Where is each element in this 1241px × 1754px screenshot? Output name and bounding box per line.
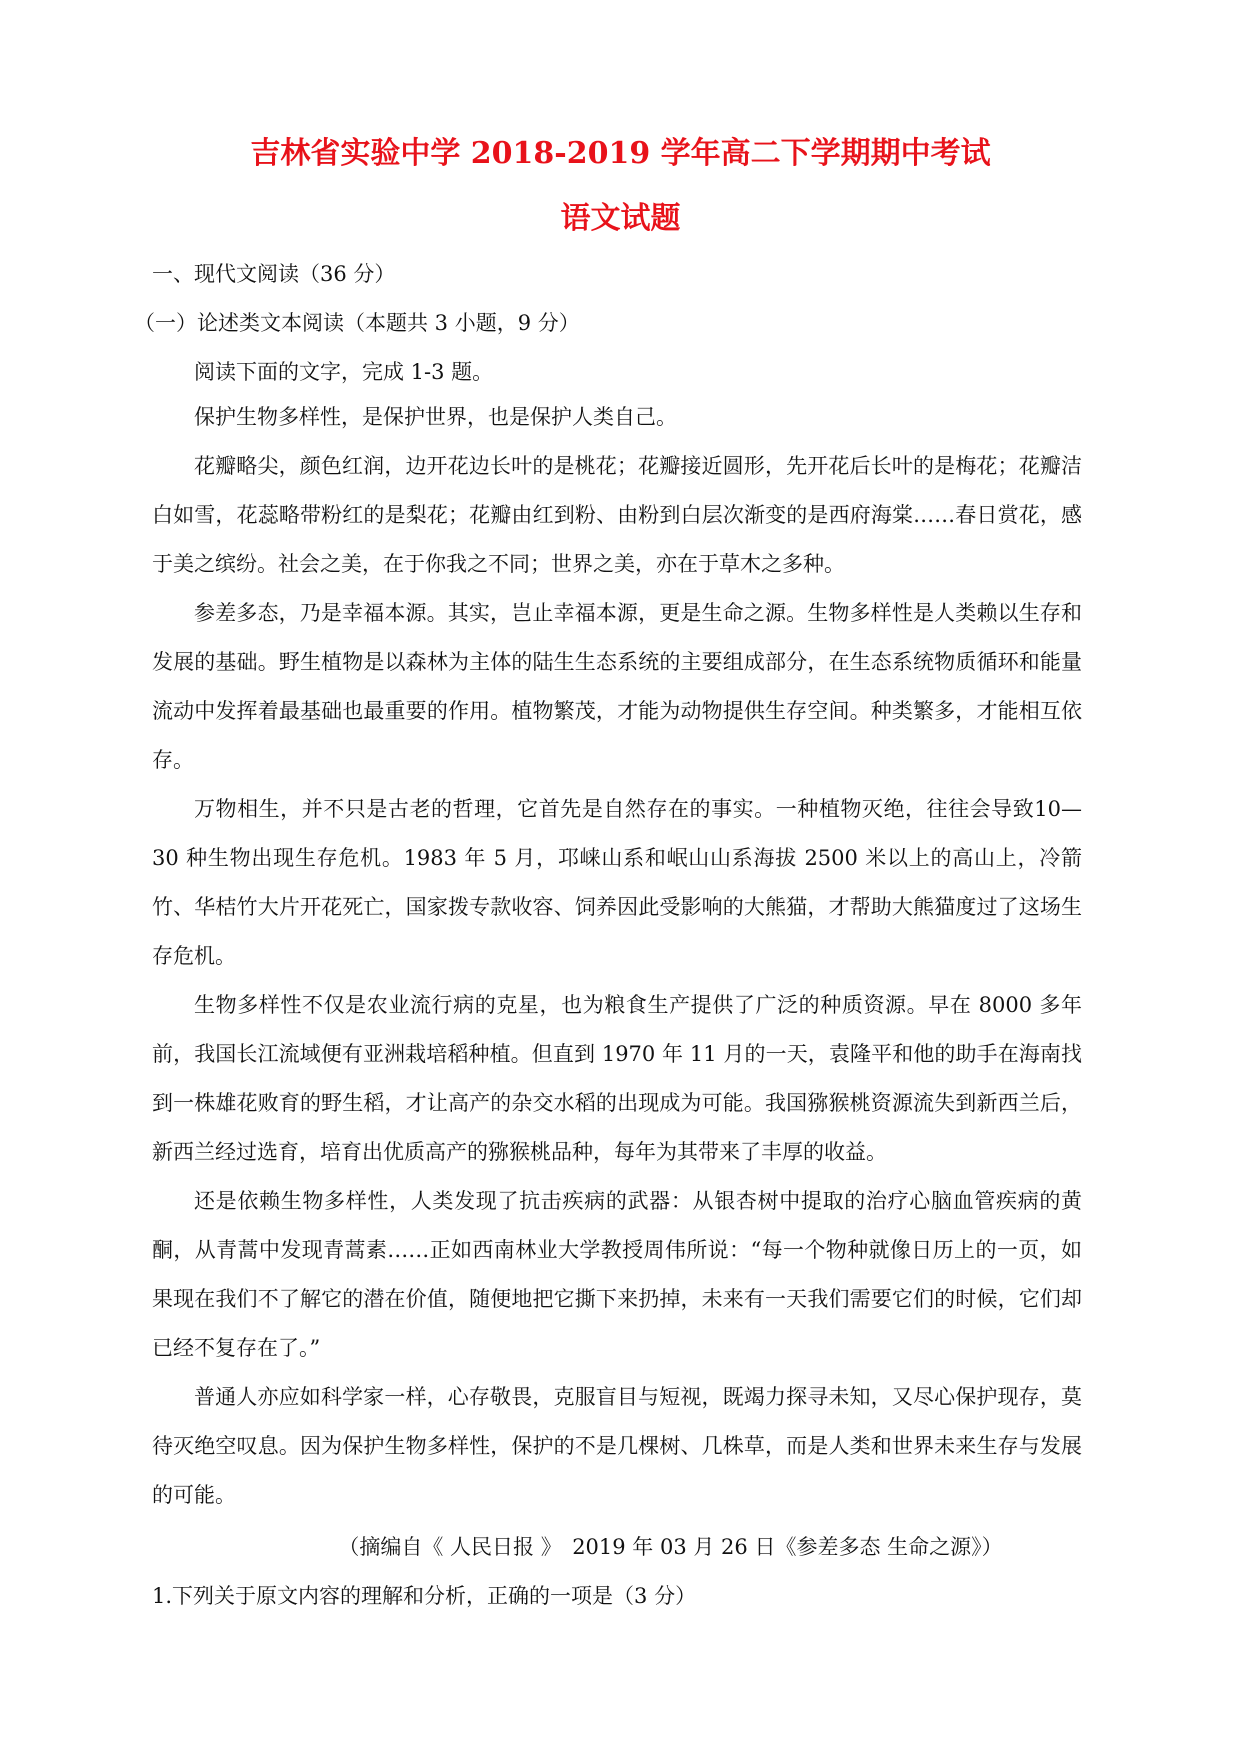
passage-source: （摘编自《 人民日报 》 2019 年 03 月 26 日《参差多态 生命之源》） — [338, 1535, 1003, 1559]
question-1: 1.下列关于原文内容的理解和分析，正确的一项是（3 分） — [152, 1584, 697, 1608]
section-heading: 一、现代文阅读（36 分） — [152, 262, 396, 286]
section-subheading: （一）论述类文本阅读（本题共 3 小题，9 分） — [134, 311, 580, 335]
exam-subtitle: 语文试题 — [560, 201, 681, 236]
passage-paragraph: 万物相生，并不只是古老的哲理，它首先是自然存在的事实。一种植物灭绝，往往会导致10—30 种生物出现生存危机。1983 年 5 月，邛崃山系和岷山山系海拔 2500 米以上的高山上，冷箭竹、华桔竹大片开花死亡，国家拨专款收容、饲养因此受影响的大熊猫，才帮助大熊猫度过了这场生存危机。 — [152, 797, 1082, 968]
reading-instruction: 阅读下面的文字，完成 1-3 题。 — [194, 360, 494, 384]
passage-paragraph: 还是依赖生物多样性，人类发现了抗击疾病的武器：从银杏树中提取的治疗心脑血管疾病的黄酮，从青蒿中发现青蒿素……正如西南林业大学教授周伟所说：“每一个物种就像日历上的一页，如果现在我们不了解它的潜在价值，随便地把它撕下来扔掉，未来有一天我们需要它们的时候，它们却已经不复存在了。” — [152, 1189, 1082, 1360]
passage-paragraph: 生物多样性不仅是农业流行病的克星，也为粮食生产提供了广泛的种质资源。早在 8000 多年前，我国长江流域便有亚洲栽培稻种植。但直到 1970 年 11 月的一天，袁隆平和他的助手在海南找到一株雄花败育的野生稻，才让高产的杂交水稻的出现成为可能。我国猕猴桃资源流失到新西兰后，新西兰经过选育，培育出优质高产的猕猴桃品种，每年为其带来了丰厚的收益。 — [152, 993, 1082, 1164]
passage-paragraph: 普通人亦应如科学家一样，心存敬畏，克服盲目与短视，既竭力探寻未知，又尽心保护现存，莫待灭绝空叹息。因为保护生物多样性，保护的不是几棵树、几株草，而是人类和世界未来生存与发展的可能。 — [152, 1385, 1082, 1507]
exam-title: 吉林省实验中学 2018-2019 学年高二下学期期中考试 — [250, 136, 991, 171]
passage-paragraph: 保护生物多样性，是保护世界，也是保护人类自己。 — [194, 405, 677, 429]
passage-paragraph: 参差多态，乃是幸福本源。其实，岂止幸福本源，更是生命之源。生物多样性是人类赖以生存和发展的基础。野生植物是以森林为主体的陆生生态系统的主要组成部分，在生态系统物质循环和能量流动中发挥着最基础也最重要的作用。植物繁茂，才能为动物提供生存空间。种类繁多，才能相互依存。 — [152, 601, 1082, 772]
passage-paragraph: 花瓣略尖，颜色红润，边开花边长叶的是桃花；花瓣接近圆形，先开花后长叶的是梅花；花瓣洁白如雪，花蕊略带粉红的是梨花；花瓣由红到粉、由粉到白层次渐变的是西府海棠……春日赏花，感于美之缤纷。社会之美，在于你我之不同；世界之美，亦在于草木之多种。 — [152, 454, 1082, 576]
